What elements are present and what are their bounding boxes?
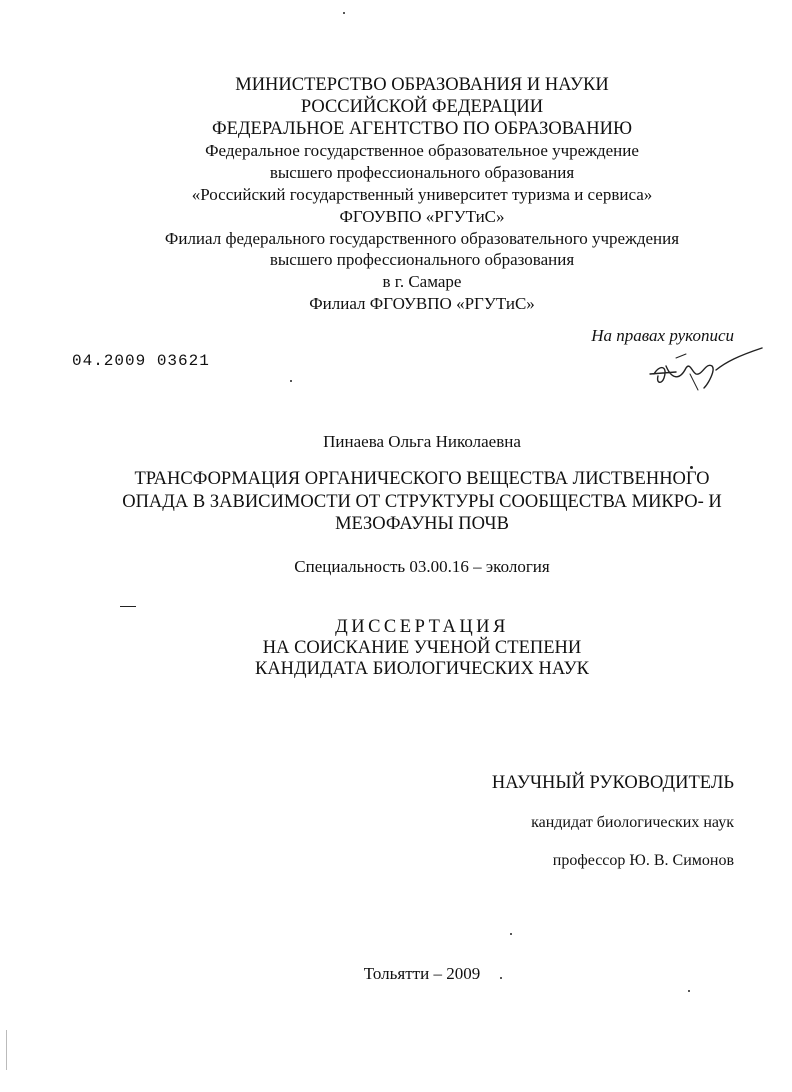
supervisor-degree: кандидат биологических наук bbox=[531, 814, 734, 831]
university-abbrev: ФГОУВПО «РГУТиС» bbox=[339, 206, 505, 226]
author-name: Пинаева Ольга Николаевна bbox=[323, 432, 521, 451]
scan-speck bbox=[290, 380, 292, 382]
title-line-2: ОПАДА В ЗАВИСИМОСТИ ОТ СТРУКТУРЫ СООБЩЕСТВА МИКРО- И bbox=[122, 491, 722, 512]
scan-edge bbox=[6, 1030, 7, 1070]
city-year: Тольятти – 2009 bbox=[363, 964, 481, 983]
branch-abbrev: Филиал ФГОУВПО «РГУТиС» bbox=[309, 293, 535, 313]
dissertation-title bbox=[0, 469, 792, 537]
scan-speck bbox=[690, 466, 693, 469]
supervisor-label: НАУЧНЫЙ РУКОВОДИТЕЛЬ bbox=[491, 773, 734, 793]
supervisor-name: профессор Ю. В. Симонов bbox=[552, 852, 734, 869]
branch-line-2: высшего профессионального образования bbox=[269, 250, 575, 270]
scan-speck bbox=[500, 977, 502, 979]
signature-icon bbox=[646, 344, 766, 394]
scan-speck bbox=[343, 12, 345, 14]
degree-line-1: НА СОИСКАНИЕ УЧЕНОЙ СТЕПЕНИ bbox=[262, 638, 582, 658]
scan-speck bbox=[688, 990, 690, 992]
branch-line-1: Филиал федерального государственного образовательного учреждения bbox=[164, 228, 680, 248]
library-shelfmark: 04.2009 03621 bbox=[72, 352, 210, 370]
title-line-1: ТРАНСФОРМАЦИЯ ОРГАНИЧЕСКОГО ВЕЩЕСТВА ЛИСТВЕННОГО bbox=[134, 469, 710, 489]
ministry-line-2: РОССИЙСКОЙ ФЕДЕРАЦИИ bbox=[300, 96, 544, 117]
degree-line-2: КАНДИДАТА БИОЛОГИЧЕСКИХ НАУК bbox=[254, 659, 590, 679]
branch-city: в г. Самаре bbox=[382, 272, 462, 292]
institution-line-2: высшего профессионального образования bbox=[269, 163, 575, 183]
agency-line: ФЕДЕРАЛЬНОЕ АГЕНТСТВО ПО ОБРАЗОВАНИЮ bbox=[212, 118, 632, 139]
institution-line-1: Федеральное государственное образовательное учреждение bbox=[205, 141, 639, 161]
university-name: «Российский государственный университет туризма и сервиса» bbox=[191, 184, 653, 204]
scan-speck bbox=[510, 933, 512, 935]
rights-note: На правах рукописи bbox=[591, 326, 734, 345]
degree-block bbox=[0, 617, 792, 680]
title-line-3: МЕЗОФАУНЫ ПОЧВ bbox=[335, 514, 509, 534]
dissertation-heading: ДИССЕРТАЦИЯ bbox=[335, 617, 509, 637]
scan-speck bbox=[120, 606, 136, 607]
specialty: Специальность 03.00.16 – экология bbox=[294, 557, 550, 576]
ministry-line-1: МИНИСТЕРСТВО ОБРАЗОВАНИЯ И НАУКИ bbox=[235, 75, 609, 95]
institution-header bbox=[0, 75, 792, 315]
